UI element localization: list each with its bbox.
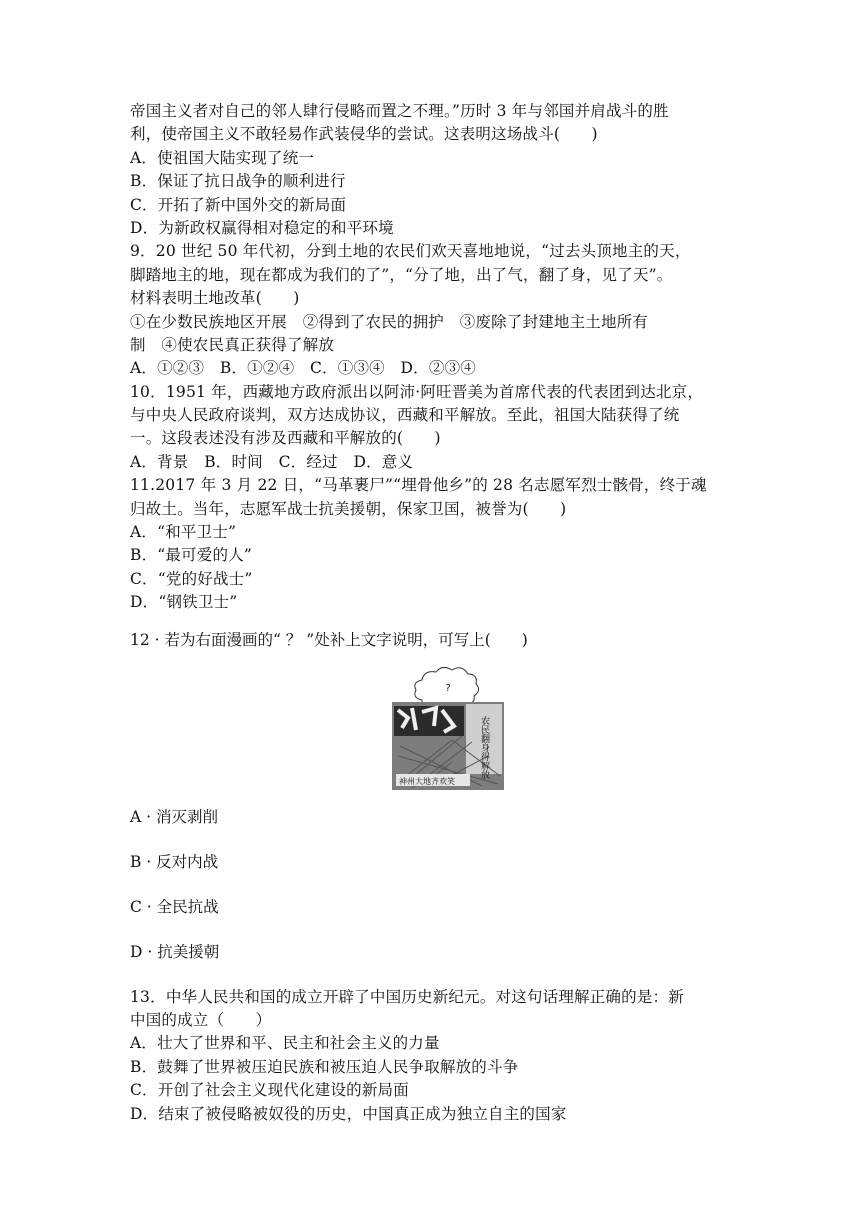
- question-10-line: 一。这段表述没有涉及西藏和平解放的( ): [130, 429, 441, 448]
- question-9-choices: 制 ④使农民真正获得了解放: [130, 335, 335, 354]
- option-line: D．结束了被侵略被奴役的历史，中国真正成为独立自主的国家: [130, 1104, 567, 1123]
- option-line: A．使祖国大陆实现了统一: [130, 148, 315, 167]
- option-line: B．保证了抗日战争的顺利进行: [130, 172, 346, 191]
- option-line: D．为新政权赢得相对稳定的和平环境: [130, 218, 394, 237]
- option-line: C．开创了社会主义现代化建设的新局面: [130, 1081, 409, 1100]
- option-line: B．“最可爱的人”: [130, 546, 253, 565]
- question-9-line: 材料表明土地改革( ): [130, 289, 300, 308]
- question-12-option: B · 反对内战: [130, 852, 219, 871]
- text-line: 帝国主义者对自己的邻人肆行侵略而置之不理。”历时 3 年与邻国并肩战斗的胜: [130, 102, 669, 120]
- text-line: 利，使帝国主义不敢轻易作武装侵华的尝试。这表明这场战斗( ): [130, 125, 598, 144]
- question-9-line: 9．20 世纪 50 年代初，分到土地的农民们欢天喜地地说，“过去头顶地主的天，: [130, 242, 691, 261]
- question-9-options: A．①②③ B．①②④ C．①③④ D．②③④: [130, 359, 476, 378]
- cartoon-caption-right: 农民翻身得解放: [479, 715, 489, 779]
- option-line: A．“和平卫士”: [130, 523, 237, 542]
- question-12-option: D · 抗美援朝: [130, 942, 220, 961]
- option-line: D．“钢铁卫士”: [130, 593, 238, 612]
- question-12-stem: 12 · 若为右面漫画的“ ？ ”处补上文字说明，可写上( ): [130, 630, 528, 649]
- question-11-line: 归故土。当年，志愿军战士抗美援朝，保家卫国，被誉为( ): [130, 499, 567, 518]
- option-line: C．“党的好战士”: [130, 569, 253, 588]
- option-line: C．开拓了新中国外交的新局面: [130, 195, 347, 214]
- cartoon-figure: [130, 666, 740, 806]
- bubble-text: ?: [445, 682, 451, 694]
- question-11-line: 11.2017 年 3 月 22 日，“马革裹尸”“埋骨他乡”的 28 名志愿军烈士骸骨，终于魂: [130, 476, 707, 495]
- cartoon-caption-bottom: 神州大地齐欢笑: [399, 776, 455, 786]
- document-page: [130, 100, 740, 1126]
- question-10-line: 10．1951 年，西藏地方政府派出以阿沛·阿旺晋美为首席代表的代表团到达北京，: [130, 382, 704, 401]
- cartoon-image: [392, 666, 504, 790]
- question-10-line: 与中央人民政府谈判，双方达成协议，西藏和平解放。至此，祖国大陆获得了统: [130, 406, 680, 425]
- question-10-options: A．背景 B．时间 C．经过 D．意义: [130, 452, 414, 471]
- option-line: A．壮大了世界和平、民主和社会主义的力量: [130, 1034, 440, 1053]
- question-12-option: A · 消灭剥削: [130, 807, 218, 826]
- question-13-line: 13．中华人民共和国的成立开辟了中国历史新纪元。对这句话理解正确的是：新: [130, 987, 684, 1006]
- question-9-line: 脚踏地主的地，现在都成为我们的了”，“分了地，出了气，翻了身，见了天”。: [130, 265, 673, 284]
- question-13-line: 中国的成立（ ）: [130, 1010, 272, 1029]
- question-9-choices: ①在少数民族地区开展 ②得到了农民的拥护 ③废除了封建地主土地所有: [130, 312, 649, 331]
- option-line: B．鼓舞了世界被压迫民族和被压迫人民争取解放的斗争: [130, 1057, 519, 1076]
- question-12-option: C · 全民抗战: [130, 897, 219, 916]
